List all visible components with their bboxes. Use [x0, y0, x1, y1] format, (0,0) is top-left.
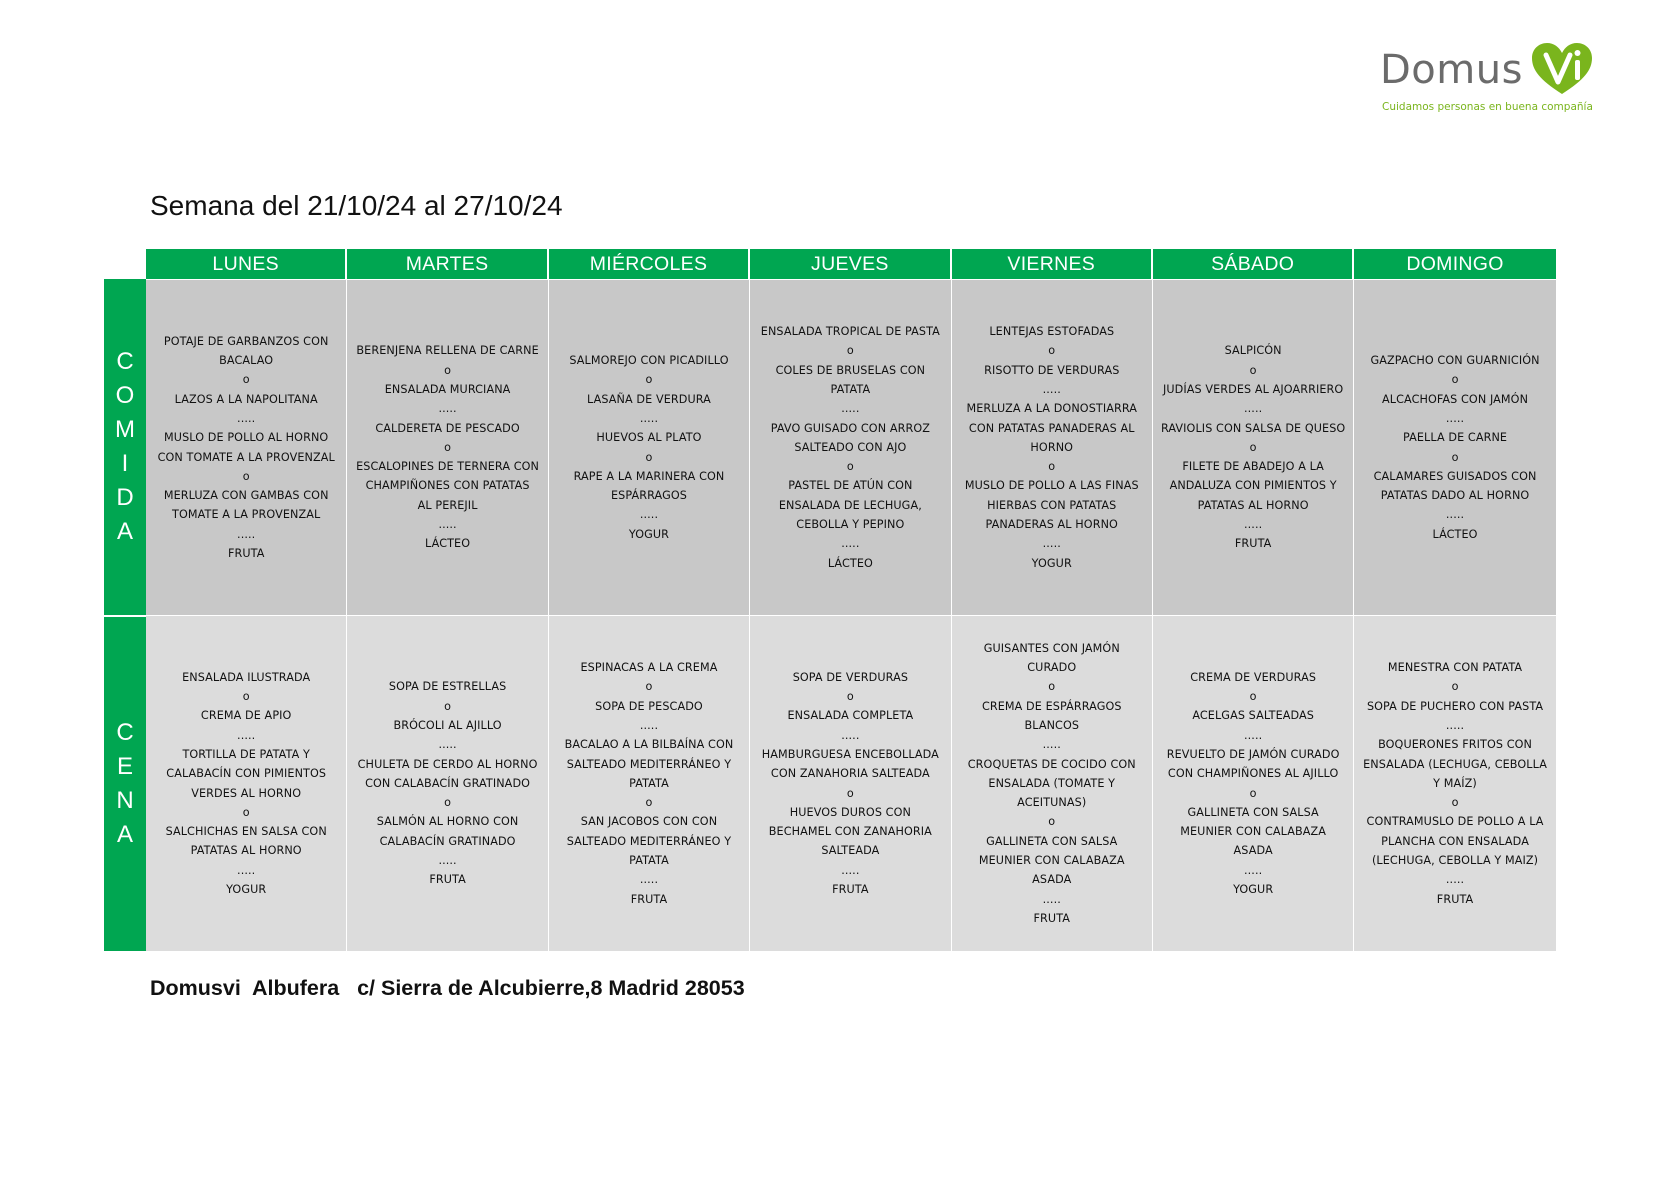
menu-item-line: CALAMARES GUISADOS CON: [1373, 469, 1537, 483]
menu-item-line: CREMA DE VERDURAS: [1190, 670, 1317, 684]
day-header: SÁBADO: [1153, 249, 1354, 279]
menu-item-line: SALPICÓN: [1224, 344, 1282, 358]
menu-item-line: o: [444, 363, 452, 377]
menu-item-line: .....: [841, 728, 860, 742]
menu-item-line: GALLINETA CON SALSA: [1187, 805, 1319, 819]
menu-item-line: MERLUZA A LA DONOSTIARRA: [966, 402, 1138, 416]
menu-item-line: PAVO GUISADO CON ARROZ: [770, 421, 931, 435]
menu-cell-cena-3: [750, 615, 951, 951]
menu-item-line: CALDERETA DE PESCADO: [375, 421, 520, 435]
menu-item-line: o: [1048, 460, 1056, 474]
footer-address: Domusvi Albufera c/ Sierra de Alcubierre,8 Madrid 28053: [150, 976, 745, 1000]
menu-item-line: o: [1249, 786, 1257, 800]
menu-item-line: o: [645, 796, 653, 810]
menu-item-line: CALABACÍN GRATINADO: [379, 834, 516, 848]
menu-item-line: .....: [1042, 382, 1061, 396]
menu-item-line: FRUTA: [1033, 911, 1071, 925]
menu-item-line: POTAJE DE GARBANZOS CON: [163, 334, 329, 348]
menu-item-line: ENSALADA (TOMATE Y: [988, 776, 1116, 790]
menu-item-line: .....: [237, 411, 256, 425]
menu-item-line: SALTEADO MEDITERRÁNEO Y: [566, 834, 732, 848]
menu-item-line: o: [846, 460, 854, 474]
menu-item-line: ENSALADA COMPLETA: [787, 709, 914, 723]
menu-item-line: CONTRAMUSLO DE POLLO A LA: [1366, 815, 1544, 829]
menu-item-line: .....: [1445, 411, 1465, 425]
menu-item-line: FRUTA: [1234, 537, 1272, 551]
menu-item-line: ACELGAS SALTEADAS: [1192, 709, 1314, 723]
menu-item-line: SOPA DE ESTRELLAS: [388, 680, 507, 694]
day-header-row: [146, 249, 1556, 279]
menu-cell-comida-3: [750, 279, 951, 615]
menu-cell-comida-0: [146, 279, 347, 615]
menu-item-line: ALCACHOFAS CON JAMÓN: [1382, 392, 1529, 406]
menu-item-line: .....: [438, 402, 457, 416]
menu-item-line: FRUTA: [227, 546, 265, 560]
menu-item-line: HAMBURGUESA ENCEBOLLADA: [761, 747, 939, 761]
menu-cell-cena-5: [1153, 615, 1354, 951]
menu-item-line: AL PEREJIL: [417, 498, 478, 512]
day-header: MIÉRCOLES: [549, 249, 750, 279]
menu-item-line: o: [645, 680, 653, 694]
menu-item-line: LENTEJAS ESTOFADAS: [989, 325, 1115, 339]
menu-item-line: MUSLO DE POLLO AL HORNO: [164, 431, 329, 445]
menu-item-line: .....: [237, 728, 256, 742]
menu-item-line: o: [242, 469, 250, 483]
menu-item-line: RAPE A LA MARINERA CON: [573, 469, 725, 483]
menu-item-line: .....: [639, 411, 659, 425]
menu-item-line: o: [846, 690, 854, 704]
menu-item-line: SOPA DE VERDURAS: [792, 670, 909, 684]
menu-item-line: o: [444, 796, 452, 810]
menu-item-line: .....: [237, 527, 256, 541]
menu-item-line: SALMÓN AL HORNO CON: [376, 815, 519, 829]
menu-item-line: SALTEADA: [821, 844, 880, 858]
meal-label-comida: [104, 279, 146, 615]
menu-item-line: (LECHUGA, CEBOLLA Y MAIZ): [1371, 854, 1539, 868]
menu-item-line: BACALAO A LA BILBAÍNA CON: [564, 738, 734, 752]
menu-item-line: YOGUR: [628, 527, 670, 541]
menu-item-line: TOMATE A LA PROVENZAL: [172, 508, 321, 522]
menu-item-line: o: [1451, 450, 1459, 464]
menu-item-line: LAZOS A LA NAPOLITANA: [174, 392, 318, 406]
menu-item-line: LÁCTEO: [1432, 527, 1478, 541]
menu-item-line: ENSALADA (LECHUGA, CEBOLLA: [1363, 757, 1547, 771]
menu-item-line: BRÓCOLI AL AJILLO: [393, 718, 502, 732]
menu-item-line: .....: [1244, 863, 1263, 877]
menu-item-line: o: [1249, 363, 1257, 377]
menu-cell-comida-5: [1153, 279, 1354, 615]
menu-item-line: o: [242, 373, 250, 387]
menu-item-line: SALCHICHAS EN SALSA CON: [165, 825, 327, 839]
menu-item-line: PASTEL DE ATÚN CON: [788, 479, 913, 493]
menu-item-line: PLANCHA CON ENSALADA: [1381, 834, 1529, 848]
menu-item-line: o: [1048, 680, 1056, 694]
menu-item-line: .....: [1042, 892, 1061, 906]
menu-cell-cena-2: [549, 615, 750, 951]
meal-label-letter: C: [116, 719, 134, 746]
menu-item-line: SALTEADO MEDITERRÁNEO Y: [566, 757, 732, 771]
menu-item-line: RAVIOLIS CON SALSA DE QUESO: [1160, 421, 1346, 435]
menu-item-line: CON CHAMPIÑONES AL AJILLO: [1167, 767, 1339, 781]
menu-item-line: LÁCTEO: [425, 537, 471, 551]
menu-item-line: GALLINETA CON SALSA: [986, 834, 1118, 848]
menu-item-line: TORTILLA DE PATATA Y: [182, 747, 310, 761]
menu-item-line: CEBOLLA Y PEPINO: [796, 518, 905, 532]
menu-item-line: CON CALABACÍN GRATINADO: [365, 776, 531, 790]
menu-item-line: COLES DE BRUSELAS CON: [775, 363, 926, 377]
meal-label-letter: E: [116, 753, 133, 780]
menu-item-line: .....: [1244, 402, 1263, 416]
menu-item-line: .....: [1445, 873, 1465, 887]
menu-cell-comida-6: [1354, 279, 1555, 615]
menu-item-line: o: [444, 440, 452, 454]
menu-cell-cena-0: [146, 615, 347, 951]
menu-item-line: LÁCTEO: [827, 556, 873, 570]
menu-item-line: MEUNIER CON CALABAZA: [978, 854, 1125, 868]
meal-label-letter: O: [115, 382, 135, 409]
menu-item-line: o: [1048, 344, 1056, 358]
menu-item-line: PAELLA DE CARNE: [1402, 431, 1508, 445]
menu-item-line: Y MAÍZ): [1433, 776, 1477, 790]
menu-item-line: o: [1451, 373, 1459, 387]
meal-label-cena: [104, 615, 146, 951]
menu-item-line: o: [846, 344, 854, 358]
menu-item-line: o: [1048, 815, 1056, 829]
menu-item-line: o: [846, 786, 854, 800]
menu-item-line: o: [444, 699, 452, 713]
menu-item-line: .....: [639, 873, 659, 887]
heart-vi-logo-icon: [1530, 42, 1594, 103]
menu-item-line: SOPA DE PESCADO: [595, 699, 703, 713]
menu-item-line: MENESTRA CON PATATA: [1387, 661, 1523, 675]
menu-item-line: HORNO: [1030, 440, 1074, 454]
menu-cell-cena-4: [952, 615, 1153, 951]
menu-item-line: SALMOREJO CON PICADILLO: [569, 354, 729, 368]
menu-item-line: FRUTA: [832, 882, 869, 896]
menu-item-line: GAZPACHO CON GUARNICIÓN: [1370, 354, 1540, 368]
menu-item-line: o: [1249, 690, 1257, 704]
menu-item-line: SOPA DE PUCHERO CON PASTA: [1366, 699, 1544, 713]
menu-item-line: o: [242, 690, 250, 704]
menu-cell-comida-2: [549, 279, 750, 615]
menu-item-line: .....: [438, 854, 457, 868]
menu-item-line: BOQUERONES FRITOS CON: [1378, 738, 1532, 752]
menu-item-line: HUEVOS DUROS CON: [789, 805, 911, 819]
menu-item-line: MEUNIER CON CALABAZA: [1180, 825, 1327, 839]
menu-item-line: ASADA: [1032, 873, 1072, 887]
menu-item-line: CHAMPIÑONES CON PATATAS: [365, 479, 530, 493]
menu-item-line: FILETE DE ABADEJO A LA: [1182, 460, 1324, 474]
menu-item-line: PATATAS DADO AL HORNO: [1380, 489, 1530, 503]
menu-item-line: ESPÁRRAGOS: [610, 489, 687, 503]
weekly-menu-table: [104, 249, 1556, 951]
menu-item-line: .....: [1244, 728, 1263, 742]
logo-tagline: Cuidamos personas en buena compañía: [1382, 101, 1593, 113]
menu-item-line: ESPINACAS A LA CREMA: [580, 661, 718, 675]
menu-item-line: PATATA: [629, 854, 669, 868]
menu-cell-comida-1: [347, 279, 548, 615]
menu-item-line: CREMA DE APIO: [200, 709, 292, 723]
cena-row: [146, 615, 1556, 951]
day-header: MARTES: [347, 249, 548, 279]
menu-item-line: .....: [1244, 518, 1263, 532]
menu-item-line: ENSALADA ILUSTRADA: [182, 670, 311, 684]
meal-label-letter: D: [116, 484, 134, 511]
menu-item-line: SAN JACOBOS CON CON: [580, 815, 718, 829]
menu-item-line: FRUTA: [630, 892, 668, 906]
meal-label-letter: A: [116, 821, 133, 848]
menu-item-line: CON ZANAHORIA SALTEADA: [770, 767, 930, 781]
menu-item-line: RISOTTO DE VERDURAS: [984, 363, 1120, 377]
menu-item-line: CURADO: [1027, 661, 1077, 675]
menu-item-line: PATATAS AL HORNO: [1197, 498, 1309, 512]
menu-item-line: ENSALADA TROPICAL DE PASTA: [760, 325, 940, 339]
menu-item-line: .....: [1445, 718, 1465, 732]
menu-item-line: ANDALUZA CON PIMIENTOS Y: [1169, 479, 1337, 493]
menu-item-line: CHULETA DE CERDO AL HORNO: [357, 757, 538, 771]
menu-item-line: SALTEADO CON AJO: [794, 440, 907, 454]
menu-item-line: BLANCOS: [1024, 718, 1080, 732]
menu-item-line: .....: [639, 718, 659, 732]
menu-item-line: HIERBAS CON PATATAS: [987, 498, 1117, 512]
menu-item-line: LASAÑA DE VERDURA: [587, 392, 711, 406]
menu-item-line: .....: [1042, 738, 1061, 752]
menu-item-line: .....: [841, 863, 860, 877]
menu-item-line: CREMA DE ESPÁRRAGOS: [981, 699, 1122, 713]
menu-item-line: .....: [438, 738, 457, 752]
meal-label-letter: A: [116, 518, 133, 545]
menu-item-line: REVUELTO DE JAMÓN CURADO: [1166, 747, 1340, 761]
comida-row: [146, 279, 1556, 615]
menu-item-line: ENSALADA DE LECHUGA,: [778, 498, 922, 512]
menu-item-line: CON PATATAS PANADERAS AL: [968, 421, 1135, 435]
menu-item-line: o: [645, 450, 653, 464]
menu-item-line: BACALAO: [219, 354, 274, 368]
menu-item-line: ASADA: [1233, 844, 1273, 858]
meal-label-letter: N: [116, 787, 134, 814]
menu-item-line: MERLUZA CON GAMBAS CON: [163, 489, 329, 503]
menu-item-line: YOGUR: [226, 882, 267, 896]
day-header: JUEVES: [750, 249, 951, 279]
menu-item-line: GUISANTES CON JAMÓN: [983, 641, 1120, 655]
meal-label-letter: I: [121, 450, 129, 477]
menu-item-line: BERENJENA RELLENA DE CARNE: [356, 344, 539, 358]
menu-cell-comida-4: [952, 279, 1153, 615]
menu-item-line: ENSALADA MURCIANA: [384, 382, 511, 396]
menu-item-line: PATATA: [830, 382, 871, 396]
menu-cell-cena-6: [1354, 615, 1555, 951]
page-title: Semana del 21/10/24 al 27/10/24: [150, 190, 563, 221]
menu-item-line: ESCALOPINES DE TERNERA CON: [356, 460, 540, 474]
menu-item-line: CON TOMATE A LA PROVENZAL: [157, 450, 335, 464]
menu-item-line: o: [645, 373, 653, 387]
menu-item-line: HUEVOS AL PLATO: [596, 431, 702, 445]
menu-item-line: CROQUETAS DE COCIDO CON: [967, 757, 1136, 771]
menu-item-line: PATATA: [629, 776, 669, 790]
menu-item-line: o: [1451, 680, 1459, 694]
menu-item-line: JUDÍAS VERDES AL AJOARRIERO: [1162, 382, 1344, 396]
menu-item-line: o: [1451, 796, 1459, 810]
menu-item-line: PATATAS AL HORNO: [190, 844, 302, 858]
day-header: LUNES: [146, 249, 347, 279]
menu-item-line: MUSLO DE POLLO A LAS FINAS: [964, 479, 1139, 493]
menu-item-line: o: [242, 805, 250, 819]
menu-cell-cena-1: [347, 615, 548, 951]
menu-item-line: .....: [1042, 537, 1061, 551]
menu-item-line: .....: [1445, 508, 1465, 522]
menu-item-line: .....: [639, 508, 659, 522]
menu-item-line: BECHAMEL CON ZANAHORIA: [768, 825, 932, 839]
day-header: DOMINGO: [1354, 249, 1555, 279]
menu-item-line: VERDES AL HORNO: [191, 786, 302, 800]
menu-item-line: .....: [438, 518, 457, 532]
menu-item-line: .....: [237, 863, 256, 877]
meal-label-letter: M: [115, 416, 135, 443]
logo-wordmark: Domus: [1380, 47, 1523, 93]
menu-item-line: FRUTA: [1436, 892, 1474, 906]
menu-item-line: CALABACÍN CON PIMIENTOS: [166, 767, 327, 781]
menu-item-line: FRUTA: [429, 873, 466, 887]
day-header: VIERNES: [952, 249, 1153, 279]
menu-item-line: o: [1249, 440, 1257, 454]
menu-item-line: .....: [841, 402, 860, 416]
menu-item-line: YOGUR: [1031, 556, 1072, 570]
domusvi-logo: [1380, 42, 1600, 122]
menu-item-line: YOGUR: [1233, 882, 1274, 896]
menu-item-line: .....: [841, 537, 860, 551]
meal-label-letter: C: [116, 348, 134, 375]
menu-item-line: PANADERAS AL HORNO: [985, 518, 1118, 532]
menu-item-line: ACEITUNAS): [1017, 796, 1087, 810]
